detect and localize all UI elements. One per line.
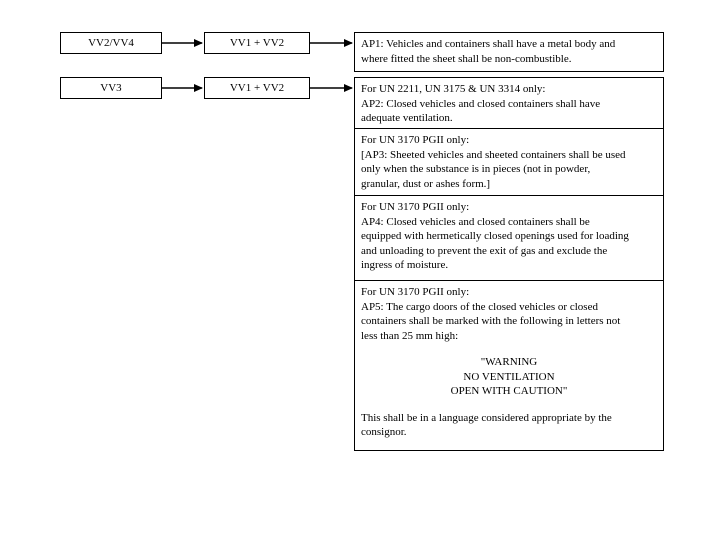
ap4-line: For UN 3170 PGII only: [361, 201, 470, 213]
provision-ap4 [354, 195, 664, 281]
box-vv2-vv4-label: VV2/VV4 [88, 36, 134, 49]
ap5-intro-line: less than 25 mm high: [361, 329, 459, 342]
ap5-footer-line: consignor. [361, 426, 407, 438]
ap4-line: equipped with hermetically closed openings used for loading [361, 230, 629, 242]
ap4-line: ingress of moisture. [361, 259, 449, 271]
box-vv3-label: VV3 [100, 81, 122, 94]
ap5-footer-block [361, 411, 657, 440]
box-vv3 [60, 77, 162, 99]
ap4-line: and unloading to prevent the exit of gas and exclude the [361, 244, 608, 257]
ap2-line: For UN 2211, UN 3175 & UN 3314 only: [361, 83, 546, 95]
provision-ap5 [354, 280, 664, 451]
ap5-intro-line: containers shall be marked with the following in letters not [361, 315, 621, 327]
ap3-line: granular, dust or ashes form.] [361, 177, 491, 190]
ap3-line: only when the substance is in pieces (not in powder, [361, 163, 591, 175]
provision-ap2 [354, 77, 664, 129]
ap5-warning-line: "WARNING [480, 356, 538, 368]
ap5-warning-block [361, 355, 657, 399]
provision-ap1 [354, 32, 664, 72]
ap5-footer-line: This shall be in a language considered appropriate by the [361, 411, 612, 424]
ap2-line: adequate ventilation. [361, 112, 453, 124]
ap3-line: [AP3: Sheeted vehicles and sheeted containers shall be used [361, 148, 626, 161]
ap3-line: For UN 3170 PGII only: [361, 134, 470, 146]
provision-ap3 [354, 128, 664, 196]
ap5-warning-line: OPEN WITH CAUTION" [450, 385, 568, 397]
ap5-warning-line: NO VENTILATION [463, 370, 555, 383]
box-vv1-vv2-top [204, 32, 310, 54]
ap2-line: AP2: Closed vehicles and closed containers shall have [361, 97, 601, 110]
ap5-intro-line: AP5: The cargo doors of the closed vehicles or closed [361, 300, 598, 313]
ap5-intro-line: For UN 3170 PGII only: [361, 286, 470, 298]
ap1-line: where fitted the sheet shall be non-combustible. [361, 52, 572, 65]
ap4-line: AP4: Closed vehicles and closed containers shall be [361, 215, 590, 228]
box-vv1-vv2-bottom-label: VV1 + VV2 [229, 81, 285, 94]
box-vv1-vv2-top-label: VV1 + VV2 [229, 36, 285, 49]
ap1-line: AP1: Vehicles and containers shall have a metal body and [361, 38, 616, 50]
box-vv1-vv2-bottom [204, 77, 310, 99]
box-vv2-vv4 [60, 32, 162, 54]
